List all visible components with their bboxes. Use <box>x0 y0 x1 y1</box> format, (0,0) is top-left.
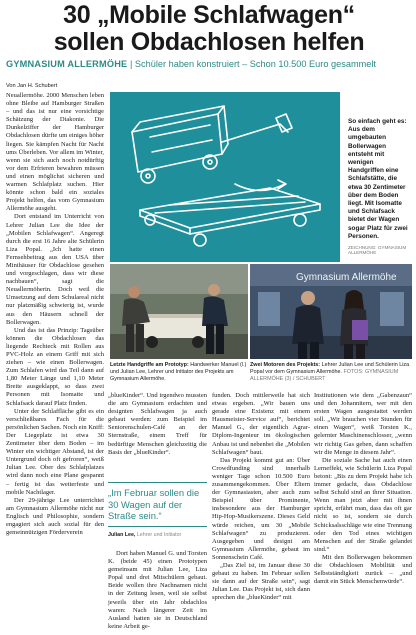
article-column-4 <box>314 392 412 635</box>
sketch-credit: ZEICHNUNG: GYMNASIUM ALLERMÖHE <box>348 245 407 256</box>
photo-credit: FOTOS: GYMNASIUM ALLERMÖHE (3) / SCHUBERT <box>250 368 399 382</box>
paragraph: Dort haben Manuel G. und Torsten K. (beide 45) einen Prototypen gemeinsam mit Julian Lee, Liza Popal und drei Mitschülern gebaut. Beide wollen ihre Nachnamen nicht in der Zeitung lesen, weil sie selbst jeweils über ein Jahr obdachlos waren: Nach längerer Zeit im Ausland hatten sie in Deutschland keine Arbeit ge- <box>108 550 207 630</box>
headline-line-1: 30 „Mobile Schlafwagen“ <box>63 1 355 29</box>
photo-school <box>250 264 412 359</box>
photo-workshop <box>110 264 248 359</box>
caption-lead: Zwei Motoren des Projekts: <box>250 362 321 368</box>
pull-quote-role: Lehrer und Initiator <box>135 532 182 538</box>
article-column-1 <box>6 92 104 632</box>
workshop-photo-drawing <box>110 264 248 359</box>
paragraph: „blueKinder“. Und irgendwo mussten die am Gymnasium erdachten und designten Schlafwagen ja auch gebaut werden: zum Beispiel im Seniorenschulen-Café an der Sternstraße, einem Treff für bedürftige Menschen gleichzeitig die Basis der „blueKinder“. <box>108 392 207 456</box>
article-column-2 <box>108 392 207 480</box>
photo-workshop-caption <box>110 362 248 382</box>
pull-quote-name: Julian Lee, <box>108 532 136 538</box>
photo-school-caption <box>250 362 412 382</box>
paragraph: Dort entstand im Unterricht von Lehrer Julian Lee die Idee der „Mobilen Schlafwagen“. Angeregt durch die erst 16 Jahre alte Schülerin Liza Popal. „Ich hatte einen Fernsehbeitrag aus den USA über Minihäuser für Obdachlose gesehen und vorgeschlagen, dass wir diese nachbauen“, sagt die Neuallermöherin. Doch weil die Umsetzung auf dem Schulareal nicht nur platzmäßig schwierig ist, wurde aus den Häusern schnell der Bollerwagen. <box>6 213 104 326</box>
pull-quote-text: „Im Februar sollen die 30 Wagen auf der Straße sein.“ <box>108 487 200 522</box>
pull-quote <box>108 482 207 527</box>
article-column-3 <box>212 392 310 635</box>
school-sign-text: Gymnasium Allermöhe <box>296 272 397 283</box>
wagon-sketch-drawing <box>110 92 340 262</box>
paragraph: Und das ist das Prinzip: Tagsüber können die Obdachlosen das liegende Rechteck mit Rollen aus PVC-Holz an einem Griff mit sich ziehen – wie einen Bollerwagen. Zum Schlafen wird das Teil dann auf 1,80 Meter Länge und 1,10 Meter Breite ausgeklappt, so dass zwei Personen mit Isomatte und Schlafsack darauf Platz finden. <box>6 326 104 407</box>
paragraph: Institutionen wie dem „Gabenzaun“ und den Johannitern, wer mit den ersten Wagen ausgestattet werden soll. „Wir brauchen vier Stunden für einen Wagen“, weiß Torsten K., gelernter Maschinenschlosser, „wenn wir richtig Gas geben, dann schaffen wir die Menge in diesem Jahr“. <box>314 392 412 456</box>
pull-quote-credit <box>108 532 207 538</box>
sketch-illustration <box>110 92 340 262</box>
kicker-school: GYMNASIUM ALLERMÖHE <box>6 59 128 69</box>
paragraph: „Das Ziel ist, im Januar diese 30 gebaut zu haben. Im Februar sollen sie dann auf der Straße sein“, sagt Julian Lee. Das Projekt ist, sich dann sprechen die „blueKinder“ mit <box>212 561 310 602</box>
caption-lead: Letzte Handgriffe am Prototyp: <box>110 362 189 368</box>
article-column-2-continued <box>108 550 207 635</box>
sketch-caption: So einfach geht es: Aus dem umgebauten Bollerwagen entsteht mit wenigen Handgriffen eine Schlafstätte, die etwa 30 Zentimeter über dem Boden liegt. Mit Isomatte und Schlafsack bietet der Wagen sogar Platz für zwei Personen. <box>348 118 408 240</box>
paragraph: Unter der Schlaffläche gibt es ein verschließbares Fach für die persönlichen Sachen. Noch ein Kniff: Der Liegeplatz ist etwa 30 Zentimeter über dem Boden – im Winter ein wichtiger Abstand, ist der Untergrund doch oft gefroren“, weiß Julian Lee. Ober des Schlafplatzes wird dann noch eine Plane gespannt – fertig ist das wetterfeste und mobile Nachtlager. <box>6 407 104 496</box>
paragraph: funden. Doch mittlerweile hat sich etwas ergeben. „Wir bauen uns gerade eine Existenz mit einem Hausmeister-Service auf“, berichtet Manuel G., der eigentlich Agrar-Diplom-Ingenieur im ökologischen Anbau ist und nebenbei die „Mobilen Schlafwagen“ baut. <box>212 392 310 456</box>
school-photo-drawing <box>250 264 412 359</box>
paragraph: Neuallermöhe. 2000 Menschen leben ohne Bleibe auf Hamburger Straßen – und das ist nur eine vorsichtige Schätzung der Diakonie. Die Dunkelziffer der Hamburger Obdachlosen dürfte um einiges höher liegen. Sie kämpfen Nacht für Nacht ums Überleben. Vor allem im Winter, wenn sie sich auch noch notdürftig vor dem Erfrieren bewahren müssen und einen möglichst sicheren und warmen Schlafplatz suchen. Hier könnte schon bald ein soziales Projekt helfen, das vom Gymnasium Allermöhe ausgeht. <box>6 92 104 213</box>
paragraph: Die soziale Sache hat auch einen Lerneffekt, wie Schülerin Liza Popal betont: „Bis zu dem Projekt habe ich immer gedacht, dass Obdachlose selbst Schuld sind an ihrer Situation. Wenn man jetzt aber mit ihnen spricht, erfährt man, dass das oft gar nicht so ist, sondern sie durch Schicksalsschläge wie eine Trennung oder den Tod eines wichtigen Menschen auf der Straße gelandet sind.“ <box>314 456 412 553</box>
paragraph: Der 29-jährige Lee unterrichtet am Gymnasium Allermöhe nicht nur Englisch und Philosophie, sondern engagiert sich auch sozial für den gemeinnützigen Förderverein <box>6 496 104 537</box>
kicker <box>6 59 412 69</box>
author-byline: Von Jan H. Schubert <box>6 83 58 89</box>
caption-text: Lehrer Julian Lee und Schülerin Liza Popal vor dem Gymnasium Allermöhe. <box>250 362 410 375</box>
paragraph: Mit den Bollerwagen bekommen die Obdachlosen Mobilität und Selbstständigkeit zurück – „und damit ein Stück Menschenwürde“. <box>314 553 412 586</box>
kicker-separator: | <box>129 59 133 69</box>
caption-text: Handwerker Manuel (l.) und Julian Lee, Lehrer und Initiator des Projekts am Gymnasium Allermöhe. <box>110 362 247 382</box>
headline <box>6 2 412 56</box>
sketch-caption-panel <box>340 92 412 262</box>
headline-line-2: sollen Obdachlosen helfen <box>53 28 365 56</box>
kicker-text: Schüler haben konstruiert – Schon 10.500 Euro gesammelt <box>134 59 376 69</box>
paragraph: Das Projekt kommt gut an: Über Crowdfunding sind innerhalb weniger Tage schon 10.500 Euro zusammengekommen. Über Eltern der Gymnasiasten, aber auch zum Beispiel über Prominente, insbesondere aus der Hamburger Hip-Hop-Musikerszene. Dieses Geld würde reichen, um 30 „Mobile Schlafwagen“ zu produzieren. Ausgegeben und designt am Gymnasium Allermöhe, gebaut im Sonnenschein Café. <box>212 456 310 561</box>
